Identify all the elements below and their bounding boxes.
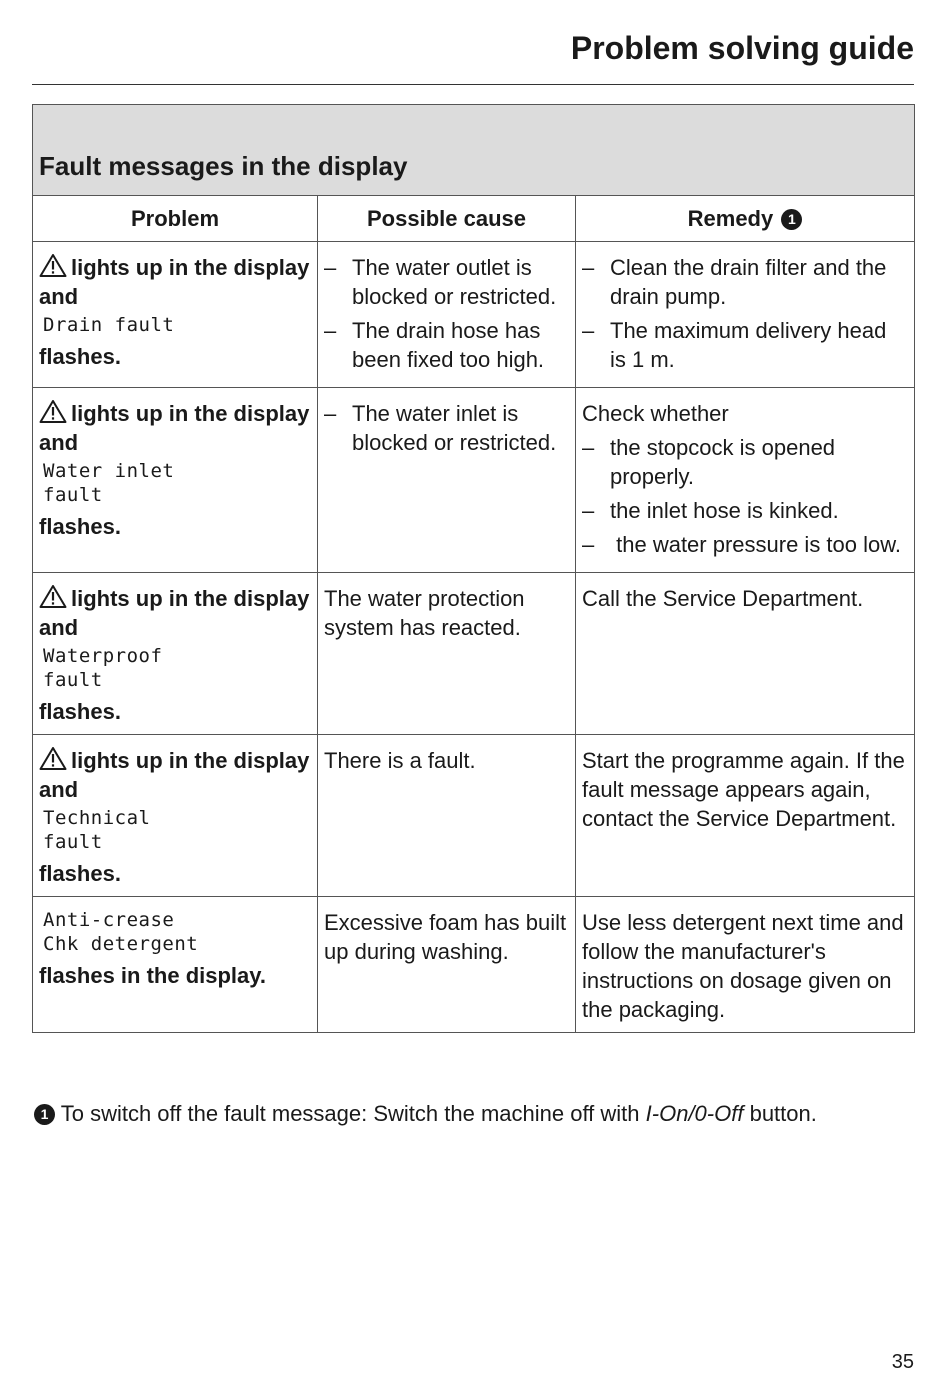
problem-cell — [33, 242, 318, 388]
display-message — [43, 313, 311, 337]
footnote-text-end: button. — [749, 1101, 817, 1126]
remedy-text: Call the Service Department. — [582, 586, 864, 611]
list-item: – The water inlet is blocked or restricted. — [324, 399, 569, 457]
problem-text: lights up in the display and — [39, 401, 310, 455]
table-row — [33, 388, 915, 573]
remedy-cell — [576, 388, 915, 573]
column-header-remedy-label: Remedy — [687, 206, 774, 231]
display-line: Drain fault — [43, 314, 175, 336]
problem-text: lights up in the display and — [39, 748, 310, 802]
remedy-text: Use less detergent next time and follow the manufacturer's instructions on dosage given on the packaging. — [582, 910, 904, 1022]
remedy-cell — [576, 897, 915, 1033]
section-title: Fault messages in the display — [39, 151, 408, 181]
footnote-number-icon: 1 — [34, 1104, 55, 1125]
problem-suffix: flashes. — [39, 344, 121, 369]
fault-messages-table — [32, 104, 915, 1033]
display-line: Anti-crease — [43, 909, 175, 931]
page-title: Problem solving guide — [570, 30, 914, 66]
section-header — [33, 105, 915, 196]
list-item: – Clean the drain filter and the drain pump. — [582, 253, 908, 311]
list-item: – The maximum delivery head is 1 m. — [582, 316, 908, 374]
problem-suffix: flashes. — [39, 699, 121, 724]
cause-text: There is a fault. — [324, 748, 476, 773]
footnote-marker-icon: 1 — [781, 209, 802, 230]
problem-cell — [33, 573, 318, 735]
problem-text: lights up in the display and — [39, 586, 310, 640]
warning-triangle-icon — [39, 399, 67, 424]
warning-triangle-icon — [39, 584, 67, 609]
footnote-button-name: I-On/0-Off — [645, 1101, 744, 1126]
display-line: fault — [43, 484, 103, 506]
display-line: fault — [43, 831, 103, 853]
cause-text: The water protection system has reacted. — [324, 586, 525, 640]
list-item: – the water pressure is too low. — [582, 530, 908, 559]
display-line: Waterproof — [43, 645, 163, 667]
table-row — [33, 735, 915, 897]
problem-suffix: flashes in the display. — [39, 963, 266, 988]
display-line: fault — [43, 669, 103, 691]
footnote — [32, 1099, 817, 1128]
remedy-cell — [576, 242, 915, 388]
display-message — [43, 644, 311, 692]
table-row — [33, 242, 915, 388]
cause-text: Excessive foam has built up during washing. — [324, 910, 567, 964]
table-row — [33, 897, 915, 1033]
title-divider — [32, 84, 914, 85]
list-item: – the stopcock is opened properly. — [582, 433, 908, 491]
warning-triangle-icon — [39, 253, 67, 278]
display-line: Chk detergent — [43, 933, 199, 955]
column-header-problem: Problem — [33, 196, 318, 242]
display-line: Water inlet — [43, 460, 175, 482]
remedy-cell — [576, 735, 915, 897]
list-item: – the inlet hose is kinked. — [582, 496, 908, 525]
table-row — [33, 573, 915, 735]
column-header-cause: Possible cause — [318, 196, 576, 242]
list-item: – The water outlet is blocked or restricted. — [324, 253, 569, 311]
remedy-intro: Check whether — [582, 401, 729, 426]
page-number: 35 — [891, 1351, 914, 1373]
cause-cell — [318, 573, 576, 735]
cause-cell — [318, 897, 576, 1033]
remedy-cell — [576, 573, 915, 735]
list-item: – The drain hose has been fixed too high. — [324, 316, 569, 374]
cause-cell — [318, 388, 576, 573]
column-header-remedy — [576, 196, 915, 242]
display-message — [43, 459, 311, 507]
display-message — [43, 806, 311, 854]
problem-suffix: flashes. — [39, 861, 121, 886]
problem-cell — [33, 897, 318, 1033]
remedy-text: Start the programme again. If the fault message appears again, contact the Service Department. — [582, 748, 905, 831]
footnote-text: To switch off the fault message: Switch the machine off with — [60, 1101, 640, 1126]
problem-text: lights up in the display and — [39, 255, 310, 309]
warning-triangle-icon — [39, 746, 67, 771]
cause-cell — [318, 735, 576, 897]
display-line: Technical — [43, 807, 151, 829]
problem-suffix: flashes. — [39, 514, 121, 539]
problem-cell — [33, 735, 318, 897]
display-message — [43, 908, 311, 956]
cause-cell — [318, 242, 576, 388]
problem-cell — [33, 388, 318, 573]
